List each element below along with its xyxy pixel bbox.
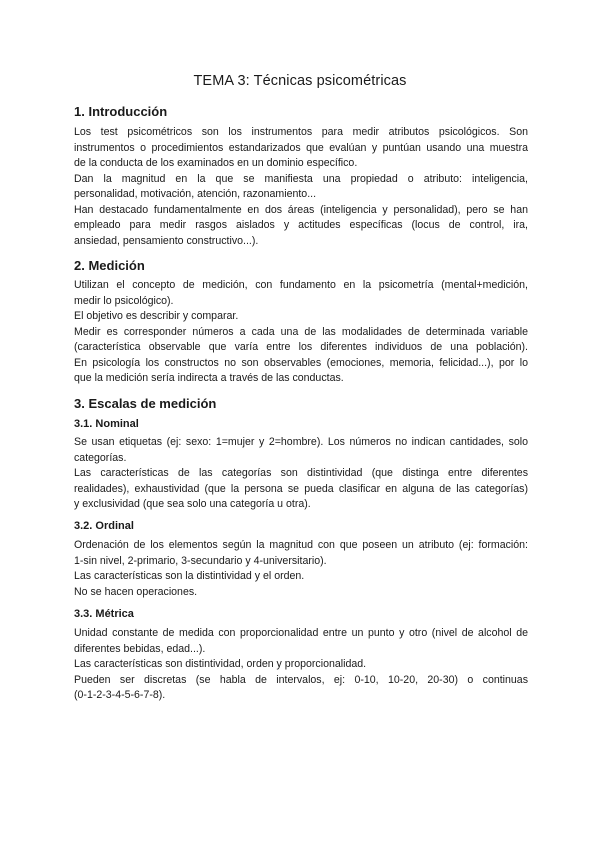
text-line: Utilizan el concepto de medición, con fundamento en la psicometría (mental+medición, <box>74 279 528 291</box>
text-line: Medir es corresponder números a cada una de las modalidades de determinada variable <box>74 325 528 338</box>
text-line: Han destacado fundamentalmente en dos áreas (inteligencia y personalidad), pero se han <box>74 203 528 216</box>
text-line: En psicología los constructos no son observables (emociones, memoria, felicidad...), por lo <box>74 356 528 369</box>
text-line: de la conducta de los examinados en un dominio específico. <box>74 157 358 169</box>
subsection-heading-ordinal: 3.2. Ordinal <box>74 520 134 532</box>
paragraph-metrica <box>74 626 528 704</box>
section-heading-medicion: 2. Medición <box>74 258 145 273</box>
text-line: Pueden ser discretas (se habla de intervalos, ej: 0-10, 10-20, 20-30) o continuas <box>74 673 528 686</box>
text-line: realidades), exhaustividad (que la persona se pueda clasificar en alguna de las categorías) <box>74 482 528 495</box>
text-line: diferentes bebidas, edad...). <box>74 642 206 655</box>
text-line: (0-1-2-3-4-5-6-7-8). <box>74 689 166 701</box>
text-line: Las características son la distintividad y el orden. <box>74 570 305 582</box>
text-line: Las características de las categorías son distintividad (que distinga entre diferentes <box>74 467 528 479</box>
text-line: Los test psicométricos son los instrumentos para medir atributos psicológicos. Son <box>74 126 528 138</box>
text-line: Las características son distintividad, orden y proporcionalidad. <box>74 658 367 670</box>
paragraph-introduccion <box>74 125 528 249</box>
text-line: ansiedad, pensamiento constructivo...). <box>74 234 259 247</box>
text-line: Unidad constante de medida con proporcionalidad entre un punto y otro (nivel de alcohol de <box>74 627 528 639</box>
paragraph-ordinal <box>74 538 528 600</box>
text-line: Dan la magnitud en la que se manifiesta una propiedad o atributo: inteligencia, <box>74 172 528 185</box>
text-line: 1-sin nivel, 2-primario, 3-secundario y 4-universitario). <box>74 554 327 567</box>
paragraph-nominal <box>74 435 528 513</box>
text-line: Se usan etiquetas (ej: sexo: 1=mujer y 2=hombre). Los números no indican cantidades, solo <box>74 436 528 448</box>
section-heading-introduccion: 1. Introducción <box>74 104 168 119</box>
subsection-heading-metrica: 3.3. Métrica <box>74 608 134 620</box>
paragraph-medicion <box>74 278 528 387</box>
document-title: TEMA 3: Técnicas psicométricas <box>193 73 407 89</box>
text-line: personalidad, motivación, atención, razonamiento... <box>74 188 317 200</box>
text-line: medir lo psicológico). <box>74 294 174 307</box>
text-line: que la medición sería indirecta a través de las conductas. <box>74 372 344 384</box>
text-line: (característica observable que varía entre los diferentes individuos de una población). <box>74 341 528 353</box>
section-heading-escalas: 3. Escalas de medición <box>74 396 217 411</box>
text-line: Ordenación de los elementos según la magnitud con que poseen un atributo (ej: formación: <box>74 539 528 551</box>
text-line: El objetivo es describir y comparar. <box>74 310 239 322</box>
text-line: instrumentos o procedimientos estandarizados que evalúan y puntúan usando una muestra <box>74 141 528 154</box>
subsection-heading-nominal: 3.1. Nominal <box>74 418 139 430</box>
text-line: empleado para medir rasgos aislados y actitudes específicas (locus de control, ira, <box>74 219 528 231</box>
text-line: categorías. <box>74 451 127 464</box>
text-line: y exclusividad (que sea solo una categoría u otra). <box>74 498 311 510</box>
text-line: No se hacen operaciones. <box>74 585 198 598</box>
